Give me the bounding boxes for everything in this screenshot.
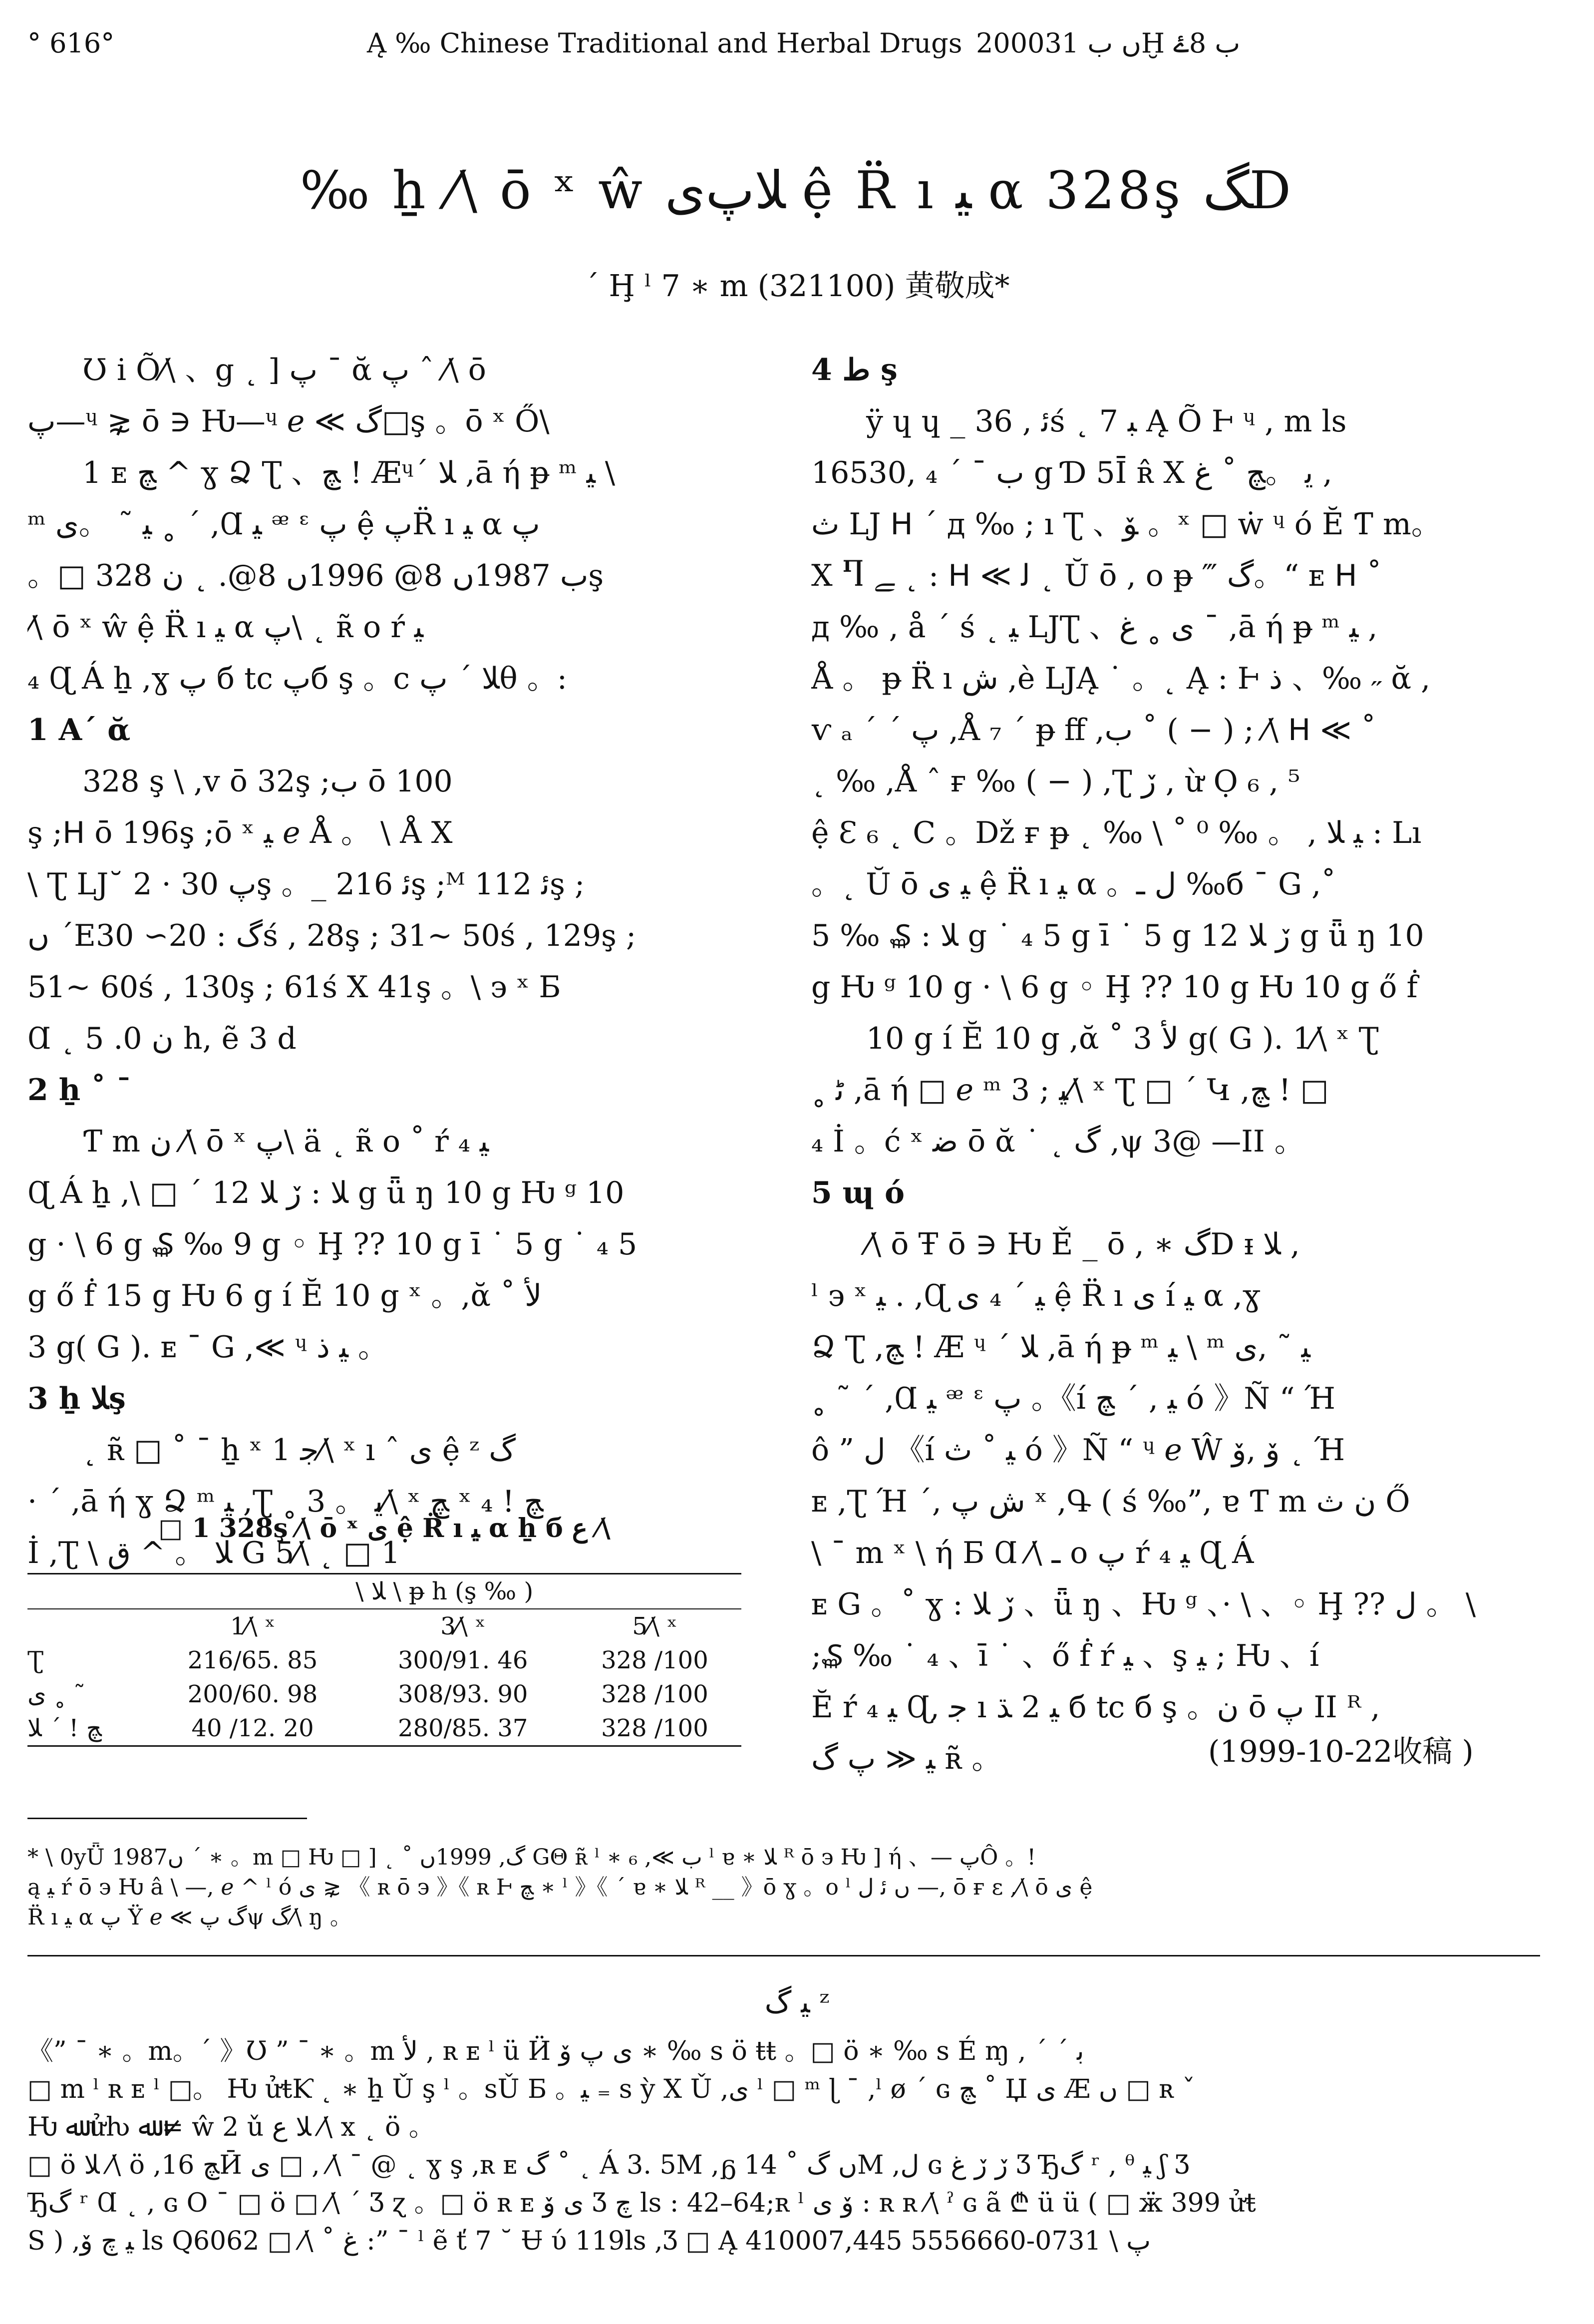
text-line: ⁄\ ō ˣ ŵ ệ R̈ ı ﯿ α ﭖ\ ˛ ʀ̃ o ŕ ﯿ bbox=[27, 610, 424, 645]
text-line: Ĕ ŕ ﯿ ₄ Ɋ, ﺟ ı ﯿ 2 ﮅ б tc б ş 。ن ō ﭖ II ᴿ , bbox=[811, 1690, 1380, 1725]
text-line: ᵐ ﯿ ˜ 。ﯼ ˳ ˊ ,Ɑ ﯿ ᵆ ᵋ ﭖ ệ ﭖR̈ ı ﯿ α ﭖ bbox=[27, 507, 540, 542]
table-cell: 200/60. 98 bbox=[187, 1680, 318, 1708]
text-line: ﯿ ≪ ﭖ ﮒ ʀ̃ 。 bbox=[811, 1741, 1002, 1776]
author-footnote bbox=[27, 1843, 1565, 1933]
advert-line: Ƕ ﷲ ửƕ ﷲ ≠ ŵ 2 ǔ ﻼ ﻉ ⁄\ x ˛ ö 。 bbox=[27, 2112, 435, 2142]
table-cell: ﭻ ! ˊ ﻼ bbox=[27, 1711, 147, 1746]
table-cell: 216/65. 85 bbox=[187, 1646, 318, 1674]
footnote-line: * \ 0yǕ 1987ں ˊ ∗ 。m □ Ƕ □ ] ˛ ˚ ﮒ, 1999ں GΘ ʀ̃ ˡ ∗ ₆ ,≪ ب ˡ ɐ ∗ ﻼ ᴿ ō ϶ Ƕ ] ή 、— ﭖÔ 。! bbox=[27, 1845, 1036, 1870]
section-heading: 4 ﻁ ş bbox=[811, 353, 898, 387]
received-date: (1999-10-22收稿 ) bbox=[1208, 1734, 1474, 1769]
text-line: 1 ᴇ ﭻ ^ ɣ Ձ Ʈ 、ﭻ ! Æᶣˊ ﻼ ,ā ή ᵽ ᵐ ﯿ \ bbox=[82, 455, 616, 490]
text-line: 10 g í Ĕ 10 g ,ᾰ ˚ ﻷ 3 g( G ). 1⁄\ ˣ Ʈ bbox=[866, 1021, 1379, 1056]
text-line: 3 g( G ). ᴇ ˉ G ,≪ ᶣ ﯿ ﺫ 。 bbox=[27, 1330, 388, 1365]
footnote-rule bbox=[27, 1818, 307, 1819]
text-line: Ձ Ʈ ,ﭻ ! Æ ᶣ ˊ ﻼ ,ā ή ᵽ ᵐ ﯿ \ ᵐ ﯿ ˜ ,ﯼ bbox=[811, 1330, 1310, 1365]
text-line: Ƭ m ن ⁄\ ō ˣ ﭖ\ ä ˛ ʀ̃ o ˚ ŕ ﯿ ₄ bbox=[82, 1124, 489, 1159]
text-line: g Ƕ ᵍ 10 g · \ 6 g ◦ Ḩ ?? 10 g Ƕ 10 g ő ḟ bbox=[811, 970, 1418, 1005]
advert-line: □ m ˡ ʀ ᴇ ˡ □。 Ƕ ửŧƘ ˛ ∗ ẖ Ǔ ş ˡ 。sǓ Ƃ 。ﯿ ₌ s ỳ Χ Ǔ ,ﯼ ˡ □ ᵐ ɭ ˉ ,ˡ ø ˊ ɢ ﭻ ˚ Џ ﯼ Æ ں □ ʀ ˇ bbox=[27, 2074, 1196, 2104]
table-column-header: 3⁄\ ˣ bbox=[358, 1609, 568, 1643]
text-line: ѵ ₐ ˊ ˊ ﭖ ,Å ₇ ˊ ᵽ ﬀ ,ب ˚ ( − ) ; ⁄\ ᕼ ≪ ˚ bbox=[811, 713, 1376, 748]
running-header bbox=[27, 27, 1475, 72]
advert-title: ﯿ ﮒ ᶻ bbox=[764, 1985, 830, 2020]
advert-line: 《” ˉ ∗ 。m。ˊ 》Ʊ ” ˉ ∗ 。m ﻷ , ʀ ᴇ ˡ ü Ӥ ﯼ ﭖ ﯙ ∗ ‰ s ö ŧŧ 。□ ö ∗ ‰ s É ɱ , ˊ ˊ ﺑ bbox=[27, 2036, 1084, 2066]
text-line: · ˊ ,ā ή ɣ Ձ ᵐ ﯿ ,Ʈ ˳ ﯾ 。 3⁄\ ˣ ﭻ ˣ ﭻ ! ₄ bbox=[27, 1484, 544, 1519]
right-column bbox=[811, 345, 1550, 1785]
text-line: ﻼ : ₷ ‰ 5 g ˙ ₄ 5 g ī ˙ 5 g ڒ ﻼ 12 g ǖ ŋ 10 bbox=[811, 918, 1424, 953]
text-line: ﭖ—ᶣ ⋧ ō ∋ Ƕ—ᶣ ℯ ≪ ﮒ□ş 。ō ˣ Ő\ bbox=[27, 404, 550, 439]
text-line: Ʊ i Õ⁄\ 、g ˛ ] ﭖ ˉ ᾰ ﭖ ˆ ⁄\ ō bbox=[82, 353, 486, 387]
section-heading: 1 Aˊ ᾰ bbox=[27, 713, 131, 748]
advert-line: □ ö ﻼ ⁄\ ö ,ﭻ 16Ӣ ﯼ □ , ⁄\ ˉ @ ˛ ɣ ş ,ʀ ᴇ ﮒ ˚ ˛ Á 3. 5M ,ᵷ ں ﮒ ˚ 14M ,ﻝ ɢ ڒ ڒ ﻍ Ʒ Ђﮒ ʳ , ᶿ ﯿ ʃ Ʒ bbox=[27, 2150, 1190, 2180]
advert-line: S ) ,ﯿ ﭺ ﯙ ls Q6062 □ ⁄\ ˚ ﻍ :” ˉ ˡ ẽ ť 7 ˘ Ʉ ύ 119ls ,Ʒ □ Ą 410007,ﭖ \ 0731-5556660 445 bbox=[27, 2226, 1151, 2256]
table-row bbox=[27, 1677, 741, 1711]
table-header-row bbox=[27, 1609, 741, 1643]
table-cell: 300/91. 46 bbox=[398, 1646, 528, 1674]
issue-info: 2000ں ب 31Ḫ ب 8ۓ bbox=[976, 27, 1241, 59]
page-number: ° 616° bbox=[27, 27, 115, 59]
table-cell: 328 /100 bbox=[601, 1680, 708, 1708]
separator-rule bbox=[27, 1955, 1540, 1956]
text-line: ⁄\ ō Ŧ ō ∋ Ƕ Ě _ ō , ∗ ﮒD ᵻ ﻼ , bbox=[866, 1227, 1300, 1262]
table-cell: 328 /100 bbox=[601, 1646, 708, 1674]
journal-name: Ą ‰ Chinese Traditional and Herbal Drugs bbox=[367, 27, 962, 59]
advert-line: Ђﮒ ʳ Ɑ ˛ , ɢ Ο ˉ □ ö □ ⁄\ ˊ Ʒ ɀ 。□ ö ʀ ᴇ ﯼ ﯙ Ʒ ﭺ ls : 42–64;ʀ ˡ ﯙ ﯼ : ʀ ʀ ⁄\ ˀ ɢ ã ₾ ü ü ( □ ӝ 399 ửŧ bbox=[27, 2188, 1256, 2218]
text-line: ˛ ʀ̃ □ ˚ ˉ ẖ ˣ ﺟ 1⁄\ ˣ ı ˆ ﯼ ệ ᶻ ﮒ bbox=[82, 1433, 516, 1468]
text-line: Ɋ Á ẖ ,\ □ ˊ ﻼ : ڒ ﻼ 12 g ǖ ŋ 10 g Ƕ ᵍ 10 bbox=[27, 1175, 625, 1210]
text-line: ô ” ﻝ 《í ﯿ ˚ ث ó 》Ñ “ ᶣ ℯ Ŵ ﯙ ,ﯙ ˛ Ή bbox=[811, 1433, 1345, 1468]
text-line: ث LJ ᕼ ˊ д ‰ ; ı Ʈ 、ﯚ 。ˣ □ ẇ ᶣ ó Ĕ Ƭ m。 bbox=[811, 507, 1441, 542]
text-line: İ ,Ʈ \ ﻼ 。 ^ ﻕ G 5⁄\ ˛ □ 1 bbox=[27, 1536, 400, 1570]
text-line: Χ Ⴄ ﮯ ˛ : ᕼ ≪ ﻟ ˛ Ŭ ō , o ᵽ ‴ ﮒ。“ ᴇ ᕼ ˚ bbox=[811, 558, 1382, 593]
table-cell: 308/93. 90 bbox=[398, 1680, 528, 1708]
text-line: \ ˉ m ˣ \ ή Ƃ Ɑ ⁄\ ـ o ﭖ ŕ ﯿ ₄ Ɋ Á bbox=[811, 1536, 1254, 1570]
table-caption: □ 1 328ş ⁄\ ō ˣ ﯼ ệ R̈ ı ﯿ α ẖ б ﻉ ⁄\ bbox=[158, 1513, 611, 1544]
text-line: ᴇ G 。˚ ɣ : ڒ ﻼ 、ǖ ŋ 、Ƕ ᵍ 、· \ 、◦ Ḩ ?? ﻝ 。 \ bbox=[811, 1587, 1476, 1622]
text-line: 。˛ Ŭ ō ﯿ ﯼ ệ R̈ ı ﯿ α 。ل ـ ‰б ˉ G ,˚ bbox=[811, 867, 1336, 902]
text-line: ˳ ˜ ˊ ,Ɑ ﯿ ᵆ ᵋ ﭖ 。《í ﯿ , ˊ ﭻ ó 》Ñ “ Ή bbox=[811, 1381, 1336, 1416]
text-line: 51∼ 60ś , 130ş ; 61ś Χ 41ş 。\ ϶ ˣ Ƃ bbox=[27, 970, 561, 1005]
text-line: 16530, ₄ ˊ ˉ ب g Ɗ 5Ī ʀ̂ Χ ﯾ 。ﭻ ˚ ﻍ , bbox=[811, 455, 1332, 490]
text-line: ₄ İ 。ć ˣ ﺿ ō ᾰ ˙ ˛ ﮒ ,ψ 3@ —II 。 bbox=[811, 1124, 1304, 1159]
table-body bbox=[27, 1643, 741, 1746]
table-column-header bbox=[27, 1609, 147, 1643]
table-cell: 280/85. 37 bbox=[358, 1711, 568, 1746]
text-line: g ő ḟ 15 g Ƕ 6 g í Ĕ 10 g ˣ 。,ᾰ ˚ ﻷ bbox=[27, 1278, 542, 1313]
text-line: ;₷ ‰ ˙ ₄ 、ī ˙ 、ő ḟ ŕ ﯿ 、ş ﯿ ; Ƕ 、í bbox=[811, 1638, 1319, 1673]
table-cell: 40 /12. 20 bbox=[147, 1711, 357, 1746]
text-line: ₄ Ɋ Á ẖ ,ɣ ﭖ б tc ﭖб ş 。c ﻼ ˊ ﭖθ 。: bbox=[27, 661, 567, 696]
text-line: ş ;ᕼ ō 196ş ;ō ˣ ﯿ ℯ Å 。 \ Å Χ bbox=[27, 815, 453, 850]
text-line: \ Ʈ LJ˘ 2 · ﭖ 30ş 。_ ﺋ 216ş ;ᴹ ﺋ 112ş ; bbox=[27, 867, 585, 902]
table-column-header: 5⁄\ ˣ bbox=[568, 1609, 741, 1643]
text-line: g · \ 6 g ₷ ‰ 9 g ◦ Ḩ ?? 10 g ī ˙ 5 g ˙ ₄ 5 bbox=[27, 1227, 638, 1262]
text-line: Å 。 ᵽ R̈ ı ﺵ ,ѐ LJĄ ˙ 。˛ Ą : Ⱶ ﺫ 、‰ ˶ ᾰ , bbox=[811, 661, 1431, 696]
section-heading: 2 ẖ ˚ ˉ bbox=[27, 1073, 132, 1108]
text-line: ˡ ϶ ˣ ﯿ . ,Ɋ ﯿ ˊ ₄ ﯼ ệ R̈ ı ﯼ í ﯿ α ,ɣ bbox=[811, 1278, 1261, 1313]
text-line: 。□ ب 1987ں 8@ 1996ں 8@. ˛ ن 328ş bbox=[27, 558, 604, 593]
table-row bbox=[27, 1711, 741, 1746]
text-line: д ‰ , å ˊ ś ˛ ﯿ LJƮ 、ﯼ ˳ ﻍ ˉ ,ā ή ᵽ ᵐ ﯿ , bbox=[811, 610, 1378, 645]
text-line: ÿ ɥ ɥ _ ﺋ , 36ś ˛ ﺒ 7 Ą Õ Ⱶ ᶣ , m ls bbox=[866, 404, 1347, 439]
advert-body bbox=[27, 2032, 1565, 2260]
text-line: 328 ş \ ,v ō 32ş ;ب ō 100 bbox=[82, 764, 453, 799]
section-heading: 3 ẖ ﻼş bbox=[27, 1381, 126, 1416]
results-table bbox=[27, 1573, 741, 1747]
text-line: ں ˊΕﮒ : 20∼ 30ś , 28ş ; 31∼ 50ś , 129ş ; bbox=[27, 918, 637, 953]
table-cell: ﯼ ˳ ˜ bbox=[27, 1680, 86, 1708]
text-line: Ɑ ˛ ن 0. 5 h, ẽ 3 d bbox=[27, 1021, 297, 1056]
section-heading: 5 ɰ ó bbox=[811, 1175, 905, 1210]
table-column-header: 1⁄\ ˣ bbox=[147, 1609, 357, 1643]
text-line: ˛ ‰ ,Å ˆ ғ ‰ ( − ) ,Ʈ ڒ , ừ Ọ ₆ , ⁵ bbox=[811, 764, 1300, 799]
text-line: ᴇ ,Ʈ Ή ˊ, ﺵ ﭖ ˣ ,Գ ( ś ‰”, ɐ Ƭ m ن ث Ő bbox=[811, 1484, 1410, 1519]
table-group-header: \ ﻼ \ ᵽ h (ş ‰ ) bbox=[355, 1577, 534, 1605]
left-column bbox=[27, 345, 741, 1579]
author-line: ˊ Ḩ ˡ 7 ∗ m (321100) 黄敬成* bbox=[584, 269, 1010, 304]
footnote-line: ą ﯿ ŕ ō ϶ Ƕ â \ —, ℯ ^ ˡ ó ی ⋧ 《 ʀ ō ϶ 》《 ʀ Ⱶ ﭻ ∗ ˡ 》《 ˊ ɐ ∗ ﻼ ᴿ __ 》ō ɣ 。ο ˡ ں ﺋ ﻝ —, ō ғ ɛ ,⁄\ ō ﯼ ệ bbox=[27, 1875, 1093, 1900]
text-line: ˳ ﮢ ,ā ή □ ℯ ᵐ ﯿ ; 3⁄\ ˣ Ʈ □ ˊ Կ ,ﭻ ! □ bbox=[811, 1073, 1329, 1108]
text-line: ệ Ɛ ₆ ˛ Ϲ 。Dž ғ ᵽ ˛ ‰ \ ˚ ⁰ ‰ 。 , ﯿ ﻼ : Lı bbox=[811, 815, 1422, 850]
article-title: ‰ ẖ ⁄\ ō ˣ ŵ ﻼﭖﻯ ệ R̈ ı ﯿ α 328ş ﮓD bbox=[300, 160, 1294, 221]
table-cell: 328 /100 bbox=[568, 1711, 741, 1746]
footnote-line: R̈ ı ﯿ α ﭖ Ÿ ℯ ≪ ﮒ ﭖψ ﮒ⁄\ ŋ 。 bbox=[27, 1905, 352, 1930]
table-row bbox=[27, 1643, 741, 1677]
table-cell: Ʈ bbox=[27, 1646, 44, 1674]
